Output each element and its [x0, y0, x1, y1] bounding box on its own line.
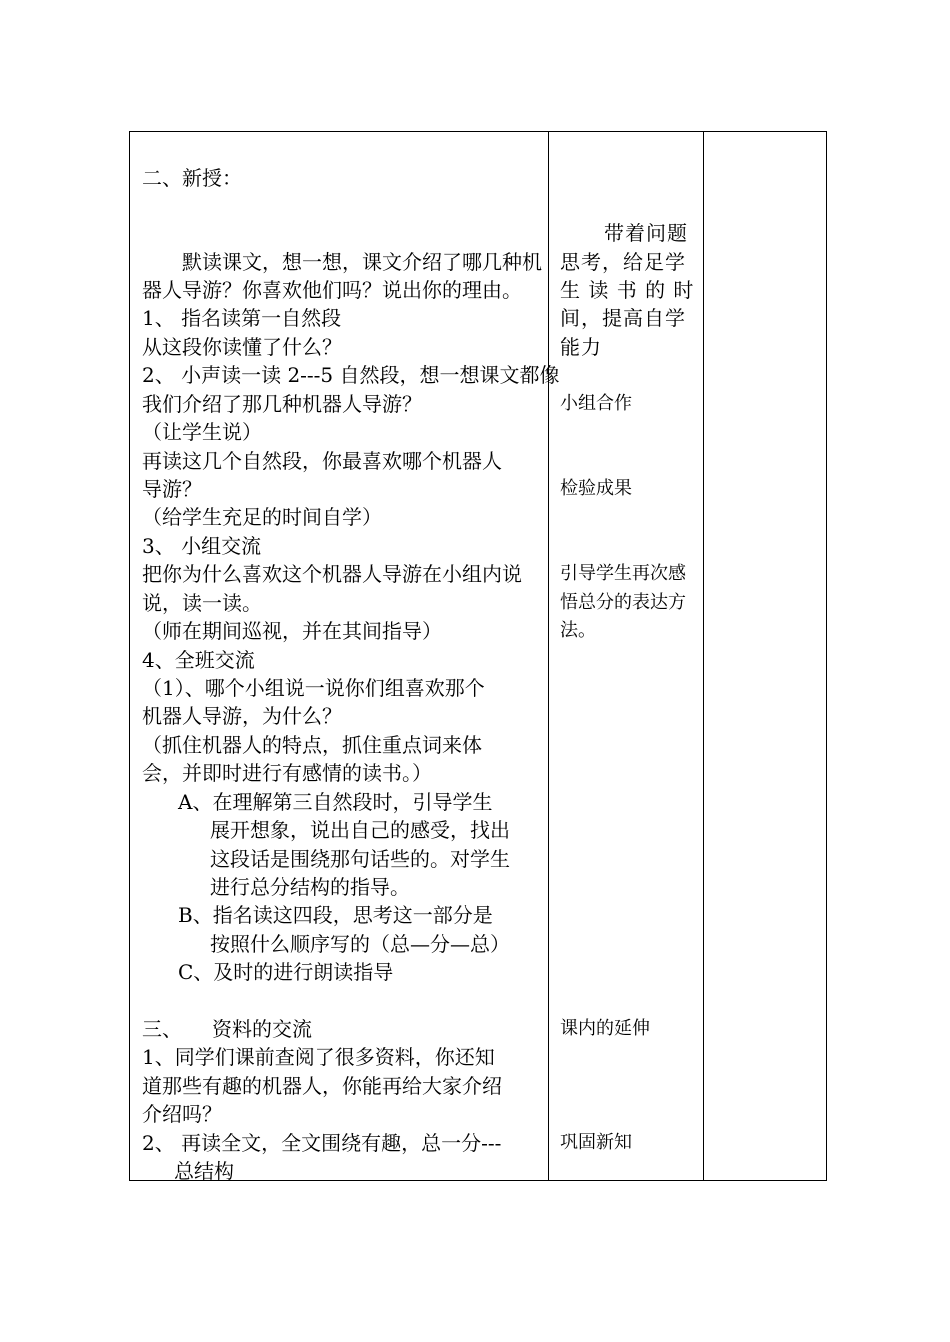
note-line: 巩固新知 — [560, 1132, 632, 1153]
note-line: 带着问题 — [604, 221, 688, 245]
note-line: 小组合作 — [560, 393, 632, 414]
paragraph-line: 4、全班交流 — [142, 648, 255, 672]
note-line: 悟总分的表达方 — [560, 592, 686, 613]
paragraph-line: 器人导游？你喜欢他们吗？说出你的理由。 — [142, 278, 522, 302]
paragraph-line: 3、 小组交流 — [142, 534, 262, 558]
list-item-continuation: 展开想象，说出自己的感受，找出 — [210, 818, 510, 842]
paragraph-line: （1）、哪个小组说一说你们组喜欢那个 — [142, 676, 485, 700]
list-item: A、在理解第三自然段时，引导学生 — [178, 790, 493, 814]
paragraph-line: 导游？ — [142, 477, 202, 501]
paragraph-line: 1、 指名读第一自然段 — [142, 306, 342, 330]
note-line: 检验成果 — [560, 478, 632, 499]
paragraph-line: 把你为什么喜欢这个机器人导游在小组内说 — [142, 562, 522, 586]
list-item: B、指名读这四段，思考这一部分是 — [178, 903, 493, 927]
paragraph-line: 说，读一读。 — [142, 591, 262, 615]
note-line: 引导学生再次感 — [560, 563, 686, 584]
section-heading: 二、新授： — [142, 166, 242, 190]
paragraph-line: （给学生充足的时间自学） — [142, 505, 382, 529]
note-line: 能力 — [560, 335, 602, 359]
paragraph-line: 道那些有趣的机器人，你能再给大家介绍 — [142, 1074, 502, 1098]
list-item-continuation: 这段话是围绕那句话些的。对学生 — [210, 847, 510, 871]
column-divider-1 — [548, 132, 549, 1180]
paragraph-line: 会，并即时进行有感情的读书。） — [142, 761, 432, 785]
paragraph-line: 从这段你读懂了什么？ — [142, 335, 342, 359]
paragraph-line: 2、 再读全文，全文围绕有趣，总一分--- — [142, 1131, 502, 1155]
paragraph-line: 再读这几个自然段，你最喜欢哪个机器人 — [142, 449, 502, 473]
note-line: 课内的延伸 — [560, 1018, 650, 1039]
paragraph-line: （让学生说） — [142, 420, 262, 444]
paragraph-line: （抓住机器人的特点，抓住重点词来体 — [142, 733, 482, 757]
section-heading: 三、 资料的交流 — [142, 1017, 312, 1041]
paragraph-line: 总结构 — [174, 1159, 234, 1183]
list-item-continuation: 进行总分结构的指导。 — [210, 875, 410, 899]
paragraph-line: 我们介绍了那几种机器人导游？ — [142, 392, 422, 416]
note-line: 法。 — [560, 620, 596, 641]
paragraph-line: 机器人导游，为什么？ — [142, 704, 342, 728]
note-line: 思考，给足学 — [560, 250, 686, 274]
note-line: 生 读 书 的 时 — [560, 278, 695, 302]
list-item: C、及时的进行朗读指导 — [178, 960, 394, 984]
note-line: 间，提高自学 — [560, 306, 686, 330]
column-divider-2 — [703, 132, 704, 1180]
paragraph-line: 介绍吗？ — [142, 1102, 222, 1126]
paragraph-line: 1、同学们课前查阅了很多资料，你还知 — [142, 1045, 495, 1069]
paragraph-line: 2、 小声读一读 2---5 自然段，想一想课文都像 — [142, 363, 560, 387]
paragraph-line: （师在期间巡视，并在其间指导） — [142, 619, 442, 643]
list-item-continuation: 按照什么顺序写的（总—分—总） — [210, 932, 510, 956]
paragraph-line: 默读课文，想一想，课文介绍了哪几种机 — [182, 250, 542, 274]
